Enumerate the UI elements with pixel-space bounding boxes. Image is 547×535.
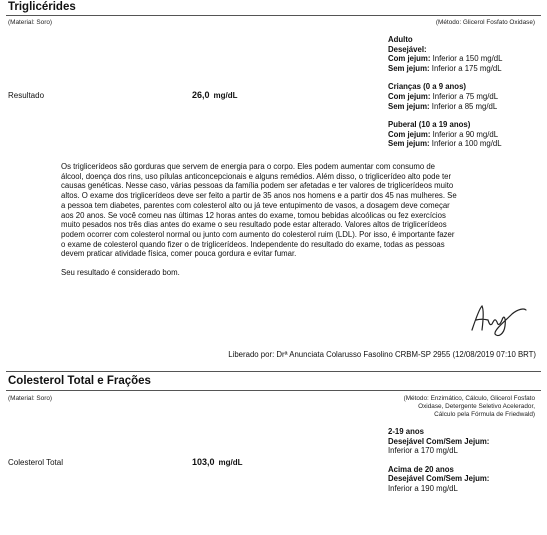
section-divider — [6, 15, 541, 16]
section-title-triglicerides: Triglicérides — [8, 1, 76, 13]
ref-group-acima-20: Acima de 20 anos Desejável Com/Sem Jejum: Inferior a 190 mg/dL — [388, 464, 490, 493]
result-value: 26,0 mg/dL — [192, 90, 238, 100]
conclusion-text: Seu resultado é considerado bom. — [61, 268, 180, 277]
ref-group-criancas: Crianças (0 a 9 anos) Com jejum: Inferior a 75 mg/dL Sem jejum: Inferior a 85 mg/dL — [388, 82, 499, 111]
material-label: (Material: Soro) — [8, 395, 53, 402]
ref-group-2-19: 2-19 anos Desejável Com/Sem Jejum: Inferior a 170 mg/dL — [388, 427, 490, 456]
result-label: Colesterol Total — [8, 458, 63, 467]
reference-values — [388, 427, 538, 494]
method-label: (Método: Enzimático, Cálculo, Glicerol Fosfato Oxidase, Detergente Seletivo Acelerador, Cálculo pela Fórmula de Friedwald) — [403, 395, 535, 419]
result-label: Resultado — [8, 91, 45, 100]
ref-group-puberal: Puberal (10 a 19 anos) Com jejum: Inferior a 90 mg/dL Sem jejum: Inferior a 100 mg/dL — [388, 120, 502, 149]
explanation-paragraph: Os triglicerídeos são gorduras que servem de energia para o corpo. Eles podem aumentar com consumo de álcool, doença dos rins, uso pílulas anticoncepcionais e alguns remédios. Além disso, o triglicerídeo alto pode ter causas genéticas. Nesse caso, várias pessoas da família podem ser afetadas e ter valores de triglicerídeos muito altos. O exame dos triglicerídeos deve ser feito a partir de 35 anos nos homens e a partir dos 45 nas mulheres. Se a pessoa tem diabetes, parentes com colesterol alto ou já teve entupimento de vasos, a dosagem deve começar aos 20 anos. Se você comeu nas últimas 12 horas antes do exame, tomou bebidas alcoólicas ou fez exercícios muito pesados nos três dias antes do exame o seu resultado pode estar alterado. Valores altos de triglicerídeos podem ocorrer com colesterol normal ou junto com aumento do colesterol ruim (LDL). Por isso, é importante fazer o exame de colesterol quando fizer o de triglicerídeos. Independente do resultado do exame, todas as pessoas devem praticar atividade física, comer pouca gordura e evitar fumar. — [61, 162, 457, 259]
material-label: (Material: Soro) — [8, 19, 53, 26]
section-divider — [6, 390, 541, 391]
method-label: (Método: Glicerol Fosfato Oxidase) — [435, 19, 535, 26]
signature-image — [468, 300, 530, 340]
section-divider — [6, 371, 541, 372]
ref-group-adulto: Adulto Desejável: Com jejum: Inferior a 150 mg/dL Sem jejum: Inferior a 175 mg/dL — [388, 35, 503, 73]
reference-values — [388, 35, 538, 149]
section-title-colesterol: Colesterol Total e Frações — [8, 375, 151, 387]
result-value: 103,0 mg/dL — [192, 457, 243, 467]
released-by: Liberado por: Drª Anunciata Colarusso Fasolino CRBM-SP 2955 (12/08/2019 07:10 BRT) — [228, 350, 536, 359]
